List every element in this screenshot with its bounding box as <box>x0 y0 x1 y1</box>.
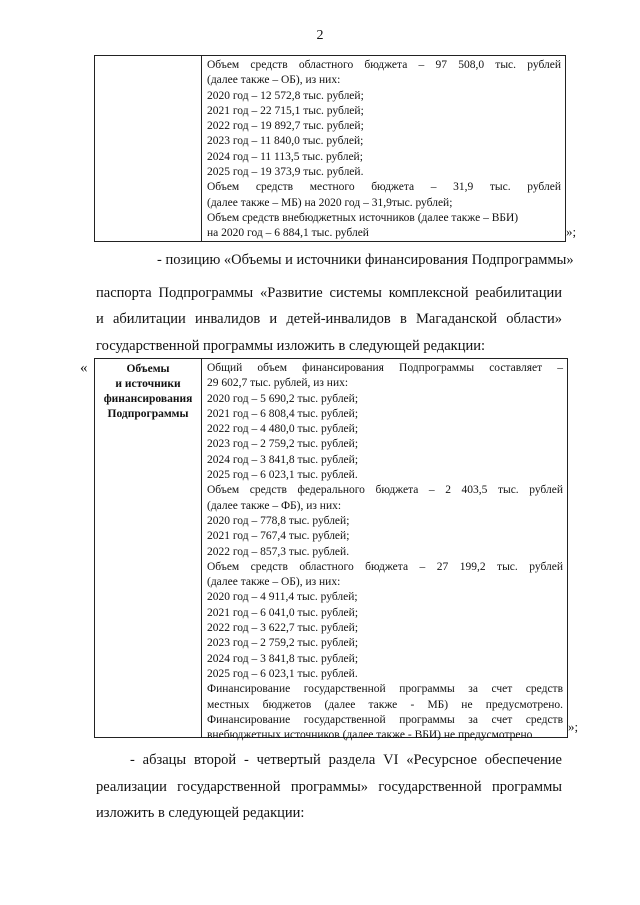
table-line: 2022 год – 3 622,7 тыс. рублей; <box>207 622 359 635</box>
table-line: на 2020 год – 6 884,1 тыс. рублей <box>207 227 369 240</box>
table-line: (далее также – ОБ), из них: <box>207 74 341 87</box>
table-line: 2020 год – 778,8 тыс. рублей; <box>207 514 350 527</box>
left-cell-line: Объемы <box>126 363 170 375</box>
left-cell-line: финансирования <box>103 393 193 405</box>
left-cell-line: и источники <box>115 378 181 390</box>
table-line: 29 602,7 тыс. рублей, из них: <box>207 377 349 390</box>
table-line: 2022 год – 4 480,0 тыс. рублей; <box>207 423 359 436</box>
table-line: 2023 год – 2 759,2 тыс. рублей; <box>207 438 359 451</box>
table-line: 2020 год – 4 911,4 тыс. рублей; <box>207 591 358 604</box>
table-line: внебюджетных источников (далее также - ВБИ) не предусмотрено <box>207 729 533 742</box>
table-line: 2023 год – 11 840,0 тыс. рублей; <box>207 135 364 148</box>
paragraph-line: и абилитации инвалидов и детей-инвалидов в Магаданской области» <box>96 311 562 327</box>
table-right-cell <box>202 56 565 241</box>
table-line: 2024 год – 11 113,5 тыс. рублей; <box>207 150 363 163</box>
table-line: 2020 год – 12 572,8 тыс. рублей; <box>207 89 364 102</box>
paragraph-line: - позицию «Объемы и источники финансирования Подпрограммы» <box>157 252 574 268</box>
table-line: (далее также – ОБ), из них: <box>207 576 341 589</box>
table-line: Объем средств федерального бюджета – 2 403,5 тыс. рублей <box>207 484 563 497</box>
paragraph-line: реализации государственной программы» государственной программы <box>96 779 562 795</box>
table-line: 2024 год – 3 841,8 тыс. рублей; <box>207 453 359 466</box>
table-line: Финансирование государственной программы за счет средств <box>207 713 563 726</box>
page-number: 2 <box>316 28 324 43</box>
table-left-cell <box>95 56 202 241</box>
table-left-cell <box>95 359 202 737</box>
table-line: местных бюджетов (далее также - МБ) не предусмотрено. <box>207 698 563 711</box>
closing-quote: »; <box>566 224 577 239</box>
table-line: Объем средств областного бюджета – 97 508,0 тыс. рублей <box>207 59 561 71</box>
left-cell-line: Подпрограммы <box>107 408 189 420</box>
table-line: Объем средств областного бюджета – 27 199,2 тыс. рублей <box>207 560 563 573</box>
table-line: 2021 год – 6 808,4 тыс. рублей; <box>207 407 359 420</box>
funding-table-subprogram <box>94 358 568 742</box>
table-line: 2025 год – 6 023,1 тыс. рублей. <box>207 667 358 680</box>
paragraph-line: - абзацы второй - четвертый раздела VI «Ресурсное обеспечение <box>130 752 562 768</box>
table-line: 2024 год – 3 841,8 тыс. рублей; <box>207 652 359 665</box>
paragraph-line: паспорта Подпрограммы «Развитие системы комплексной реабилитации <box>96 285 562 301</box>
table-line: Общий объем финансирования Подпрограммы составляет – <box>207 362 563 374</box>
table-line: 2023 год – 2 759,2 тыс. рублей; <box>207 637 359 650</box>
table-line: 2021 год – 6 041,0 тыс. рублей; <box>207 606 359 619</box>
table-line: 2022 год – 19 892,7 тыс. рублей; <box>207 120 364 133</box>
paragraph-line: изложить в следующей редакции: <box>96 805 305 821</box>
table-line: 2021 год – 22 715,1 тыс. рублей; <box>207 104 364 117</box>
table-line: Финансирование государственной программы за счет средств <box>207 683 563 696</box>
closing-quote: »; <box>568 719 579 734</box>
funding-table-continued <box>94 55 566 242</box>
table-line: 2021 год – 767,4 тыс. рублей; <box>207 530 350 543</box>
opening-quote: « <box>80 360 88 376</box>
paragraph-line: государственной программы изложить в следующей редакции: <box>96 338 486 354</box>
table-line: (далее также – МБ) на 2020 год – 31,9тыс. рублей; <box>207 196 453 209</box>
table-line: 2020 год – 5 690,2 тыс. рублей; <box>207 392 359 405</box>
table-line: (далее также – ФБ), из них: <box>207 499 342 512</box>
table-line: 2025 год – 19 373,9 тыс. рублей. <box>207 166 364 179</box>
table-right-cell <box>202 359 567 742</box>
table-line: Объем средств внебюджетных источников (далее также – ВБИ) <box>207 211 519 224</box>
table-line: 2022 год – 857,3 тыс. рублей. <box>207 545 350 558</box>
table-line: Объем средств местного бюджета – 31,9 тыс. рублей <box>207 181 561 194</box>
table-line: 2025 год – 6 023,1 тыс. рублей. <box>207 469 358 482</box>
